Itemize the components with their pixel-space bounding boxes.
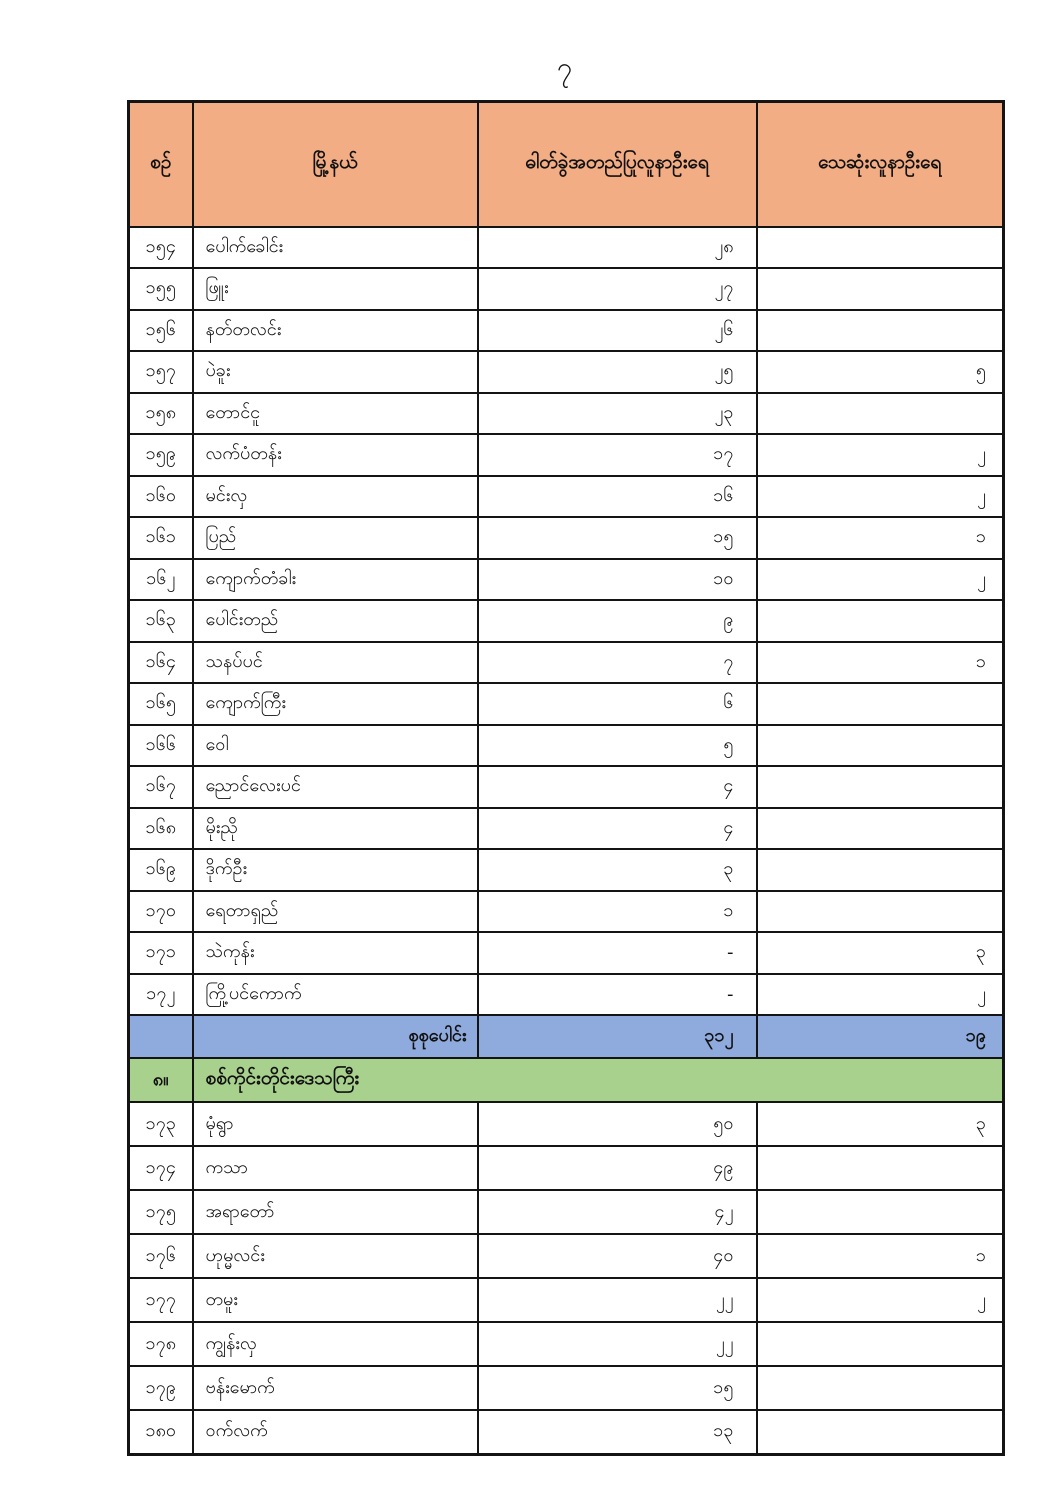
cell-deaths [757, 891, 1004, 933]
cell-serial: ၁၇၇ [129, 1278, 193, 1322]
cell-confirmed: ၄၀ [478, 1234, 757, 1278]
cell-deaths [757, 1146, 1004, 1190]
cell-serial: ၁၅၅ [129, 268, 193, 310]
cell-deaths [757, 766, 1004, 808]
cell-confirmed: ၃ [478, 849, 757, 891]
cell-confirmed: ၂၇ [478, 268, 757, 310]
total-label: စုစုပေါင်း [193, 1015, 478, 1058]
cell-township: ဗန်းမောက် [193, 1366, 478, 1410]
cell-serial: ၁၅၄ [129, 227, 193, 269]
cell-deaths [757, 310, 1004, 352]
covid-township-table [127, 100, 1005, 1456]
cell-confirmed: ၉ [478, 600, 757, 642]
table-row [129, 974, 1004, 1016]
cell-serial: ၁၅၇ [129, 351, 193, 393]
column-header-deaths: သေဆုံးလူနာဦးရေ [757, 102, 1004, 227]
cell-deaths: ၂ [757, 559, 1004, 601]
table-row [129, 1322, 1004, 1366]
cell-deaths [757, 268, 1004, 310]
cell-serial: ၁၈၀ [129, 1410, 193, 1454]
total-confirmed: ၃၁၂ [478, 1015, 757, 1058]
section-title: စစ်ကိုင်းတိုင်းဒေသကြီး [193, 1058, 1004, 1102]
total-row [129, 1015, 1004, 1058]
cell-confirmed: ၁ [478, 891, 757, 933]
cell-confirmed: ၁၀ [478, 559, 757, 601]
section-number: ၈။ [129, 1058, 193, 1102]
cell-township: လက်ပံတန်း [193, 434, 478, 476]
table-row [129, 725, 1004, 767]
cell-serial: ၁၅၈ [129, 393, 193, 435]
cell-serial: ၁၆၃ [129, 600, 193, 642]
cell-confirmed: ၁၆ [478, 476, 757, 518]
cell-serial: ၁၇၃ [129, 1102, 193, 1146]
cell-serial: ၁၆၂ [129, 559, 193, 601]
cell-township: ဖြူး [193, 268, 478, 310]
cell-serial: ၁၆၄ [129, 642, 193, 684]
cell-confirmed: ၂၂ [478, 1322, 757, 1366]
cell-deaths [757, 849, 1004, 891]
cell-serial [129, 1015, 193, 1058]
table-row [129, 808, 1004, 850]
cell-deaths: ၁ [757, 1234, 1004, 1278]
cell-serial: ၁၆၀ [129, 476, 193, 518]
cell-township: အရာတော် [193, 1190, 478, 1234]
cell-township: ဝက်လက် [193, 1410, 478, 1454]
cell-deaths [757, 1366, 1004, 1410]
cell-deaths [757, 683, 1004, 725]
cell-confirmed: ၇ [478, 642, 757, 684]
cell-confirmed: - [478, 974, 757, 1016]
page-number: ၇ [556, 52, 573, 83]
cell-serial: ၁၇၁ [129, 932, 193, 974]
table-row [129, 517, 1004, 559]
cell-serial: ၁၅၉ [129, 434, 193, 476]
cell-township: ဟုမ္မလင်း [193, 1234, 478, 1278]
cell-confirmed: - [478, 932, 757, 974]
cell-township: သဲကုန်း [193, 932, 478, 974]
table-row [129, 1278, 1004, 1322]
table-row [129, 476, 1004, 518]
cell-township: ကျွန်းလှ [193, 1322, 478, 1366]
cell-deaths [757, 393, 1004, 435]
table-row [129, 268, 1004, 310]
cell-serial: ၁၆၇ [129, 766, 193, 808]
table-row [129, 1410, 1004, 1454]
cell-township: တမူး [193, 1278, 478, 1322]
cell-deaths: ၃ [757, 932, 1004, 974]
cell-deaths: ၂ [757, 1278, 1004, 1322]
cell-serial: ၁၇၉ [129, 1366, 193, 1410]
table-row [129, 642, 1004, 684]
cell-township: နတ်တလင်း [193, 310, 478, 352]
table-row [129, 393, 1004, 435]
cell-serial: ၁၇၂ [129, 974, 193, 1016]
table-row [129, 932, 1004, 974]
cell-confirmed: ၁၅ [478, 1366, 757, 1410]
cell-township: ကျောက်တံခါး [193, 559, 478, 601]
table-row [129, 310, 1004, 352]
cell-deaths [757, 1190, 1004, 1234]
cell-township: ညောင်လေးပင် [193, 766, 478, 808]
cell-confirmed: ၁၃ [478, 1410, 757, 1454]
cell-serial: ၁၅၆ [129, 310, 193, 352]
cell-township: ကသာ [193, 1146, 478, 1190]
cell-township: မိုးညို [193, 808, 478, 850]
cell-township: ဒိုက်ဦး [193, 849, 478, 891]
table-row [129, 891, 1004, 933]
table-row [129, 559, 1004, 601]
cell-deaths: ၁ [757, 642, 1004, 684]
cell-confirmed: ၁၇ [478, 434, 757, 476]
cell-township: ရေတာရှည် [193, 891, 478, 933]
cell-confirmed: ၄ [478, 766, 757, 808]
cell-serial: ၁၇၈ [129, 1322, 193, 1366]
table-row [129, 434, 1004, 476]
cell-township: မင်းလှ [193, 476, 478, 518]
cell-township: ပဲခူး [193, 351, 478, 393]
cell-deaths [757, 1410, 1004, 1454]
cell-confirmed: ၆ [478, 683, 757, 725]
total-deaths: ၁၉ [757, 1015, 1004, 1058]
cell-serial: ၁၆၉ [129, 849, 193, 891]
cell-confirmed: ၂၈ [478, 227, 757, 269]
cell-confirmed: ၂၃ [478, 393, 757, 435]
cell-deaths: ၁ [757, 517, 1004, 559]
column-header-township: မြို့နယ် [193, 102, 478, 227]
table-row [129, 1146, 1004, 1190]
cell-deaths: ၂ [757, 974, 1004, 1016]
table-row [129, 351, 1004, 393]
cell-deaths: ၅ [757, 351, 1004, 393]
cell-serial: ၁၇၄ [129, 1146, 193, 1190]
cell-deaths: ၂ [757, 476, 1004, 518]
cell-confirmed: ၄ [478, 808, 757, 850]
table-row [129, 849, 1004, 891]
cell-deaths: ၃ [757, 1102, 1004, 1146]
cell-township: ပေါက်ခေါင်း [193, 227, 478, 269]
table-row [129, 227, 1004, 269]
cell-township: တောင်ငူ [193, 393, 478, 435]
column-header-serial: စဉ် [129, 102, 193, 227]
cell-confirmed: ၄၂ [478, 1190, 757, 1234]
table-row [129, 1234, 1004, 1278]
cell-serial: ၁၇၀ [129, 891, 193, 933]
cell-confirmed: ၂၂ [478, 1278, 757, 1322]
cell-deaths [757, 1322, 1004, 1366]
cell-confirmed: ၁၅ [478, 517, 757, 559]
cell-deaths [757, 808, 1004, 850]
table-row [129, 1366, 1004, 1410]
cell-confirmed: ၅၀ [478, 1102, 757, 1146]
table-row [129, 1190, 1004, 1234]
cell-township: ပေါင်းတည် [193, 600, 478, 642]
cell-serial: ၁၇၅ [129, 1190, 193, 1234]
table-row [129, 1102, 1004, 1146]
table-row [129, 766, 1004, 808]
cell-deaths [757, 227, 1004, 269]
header-row [129, 102, 1004, 227]
cell-serial: ၁၇၆ [129, 1234, 193, 1278]
cell-deaths: ၂ [757, 434, 1004, 476]
cell-township: ပြည် [193, 517, 478, 559]
table-row [129, 683, 1004, 725]
cell-confirmed: ၂၆ [478, 310, 757, 352]
cell-township: သနပ်ပင် [193, 642, 478, 684]
cell-township: မုံရွာ [193, 1102, 478, 1146]
cell-confirmed: ၄၉ [478, 1146, 757, 1190]
column-header-confirmed: ဓါတ်ခွဲအတည်ပြုလူနာဦးရေ [478, 102, 757, 227]
cell-township: ကျောက်ကြီး [193, 683, 478, 725]
cell-township: ဝေါ [193, 725, 478, 767]
table-row [129, 600, 1004, 642]
cell-serial: ၁၆၁ [129, 517, 193, 559]
table-body [129, 227, 1004, 1455]
cell-township: ကြို့ပင်ကောက် [193, 974, 478, 1016]
cell-deaths [757, 600, 1004, 642]
cell-deaths [757, 725, 1004, 767]
cell-serial: ၁၆၅ [129, 683, 193, 725]
cell-confirmed: ၅ [478, 725, 757, 767]
cell-serial: ၁၆၈ [129, 808, 193, 850]
table-header [129, 102, 1004, 227]
cell-confirmed: ၂၅ [478, 351, 757, 393]
section-header-row [129, 1058, 1004, 1102]
cell-serial: ၁၆၆ [129, 725, 193, 767]
